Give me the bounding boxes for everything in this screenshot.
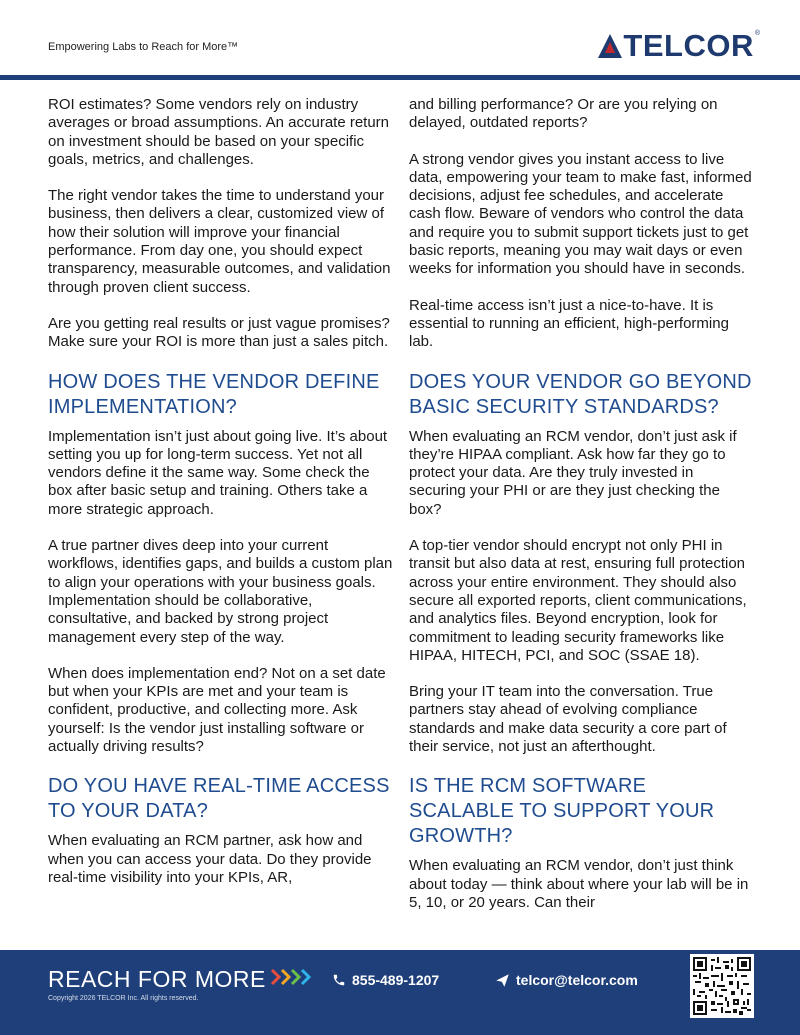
paragraph: Are you getting real results or just vague promises? Make sure your ROI is more than just a sales pitch.: [48, 314, 390, 351]
send-icon: [495, 973, 510, 988]
left-column: [48, 96, 393, 905]
paragraph: When evaluating an RCM vendor, don’t just ask if they’re HIPAA compliant. Ask how far they go to protect your data. Are they truly invested in securing your PHI or are they just checking the box?: [409, 427, 737, 518]
paragraph: When does implementation end? Not on a set date but when your KPIs are met and your team is confident, productive, and collecting more. Ask yourself: Is the vendor just installing software or actually driving results?: [48, 664, 386, 756]
paragraph: A true partner dives deep into your current workflows, identifies gaps, and builds a custom plan to align your operations with your business goals. Implementation should be collaborative, consultative, and backed by strong project management every step of the way.: [48, 537, 393, 646]
section-heading: DO YOU HAVE REAL-TIME ACCESS TO YOUR DATA?: [48, 775, 390, 823]
email-address: telcor@telcor.com: [516, 972, 638, 988]
phone-icon: [332, 973, 346, 987]
paragraph: When evaluating an RCM partner, ask how and when you can access your data. Do they provide real-time visibility into your KPIs, AR,: [48, 832, 372, 886]
qr-code[interactable]: [690, 954, 754, 1018]
page-footer: [0, 950, 800, 1035]
paragraph: Real-time access isn’t just a nice-to-have. It is essential to running an efficient, high-performing lab.: [409, 296, 729, 351]
paragraph: Bring your IT team into the conversation. True partners stay ahead of evolving compliance standards and make data security a core part of their service, not just an afterthought.: [409, 683, 727, 756]
email-contact[interactable]: [495, 972, 638, 988]
phone-contact[interactable]: [332, 972, 439, 988]
paragraph: A strong vendor gives you instant access to live data, empowering your team to make fast, informed decisions, adjust fee schedules, and accelerate cash flow. Beware of vendors who control the data and require you to submit support tickets just to get basic reports, meaning you may wait days or even weeks for information you should have in seconds.: [409, 150, 752, 278]
qr-code-icon: [693, 957, 751, 1015]
paragraph: A top-tier vendor should encrypt not only PHI in transit but also data at rest, ensuring full protection across your entire environment. They should also secure all exported reports, client communications, and analytics files. Beyond encryption, look for commitment to leading security frameworks like HIPAA, HITECH, PCI, and SOC (SSAE 18).: [409, 537, 747, 664]
paragraph: ROI estimates? Some vendors rely on industry averages or broad assumptions. An accurate return on investment should be based on your specific goals, metrics, and challenges.: [48, 96, 390, 168]
section-heading: HOW DOES THE VENDOR DEFINE IMPLEMENTATION?: [48, 370, 380, 418]
header-rule: [0, 75, 800, 80]
paragraph: The right vendor takes the time to understand your business, then delivers a clear, customized view of how their solution will improve your financial performance. From day one, you should expect transparency, measurable outcomes, and validation through proven client success.: [48, 187, 391, 296]
logo-registered-mark: ®: [754, 30, 760, 37]
reach-for-more-slogan: REACH FOR MORE: [48, 966, 266, 992]
logo-wordmark: TELCOR: [623, 28, 754, 63]
tagline: Empowering Labs to Reach for More™: [48, 41, 239, 53]
section-heading: IS THE RCM SOFTWARE SCALABLE TO SUPPORT YOUR GROWTH?: [409, 775, 715, 848]
paragraph: and billing performance? Or are you relying on delayed, outdated reports?: [409, 96, 718, 132]
page-header: [0, 0, 800, 80]
phone-number: 855-489-1207: [352, 972, 440, 988]
right-column: [409, 96, 754, 930]
paragraph: When evaluating an RCM vendor, don’t just think about today — think about where your lab will be in 5, 10, or 20 years. Can their: [409, 857, 749, 911]
paragraph: Implementation isn’t just about going live. It’s about setting you up for long-term success. Yet not all vendors define it the same way. Some check the box after basic setup and training. Others take a more strategic approach.: [48, 427, 388, 518]
chevrons-icon: [270, 967, 314, 987]
telcor-logo: [597, 30, 760, 61]
telcor-triangle-icon: [597, 33, 623, 59]
section-heading: DOES YOUR VENDOR GO BEYOND BASIC SECURITY STANDARDS?: [409, 370, 752, 418]
copyright-notice: Copyright 2026 TELCOR Inc. All rights reserved.: [48, 995, 199, 1002]
